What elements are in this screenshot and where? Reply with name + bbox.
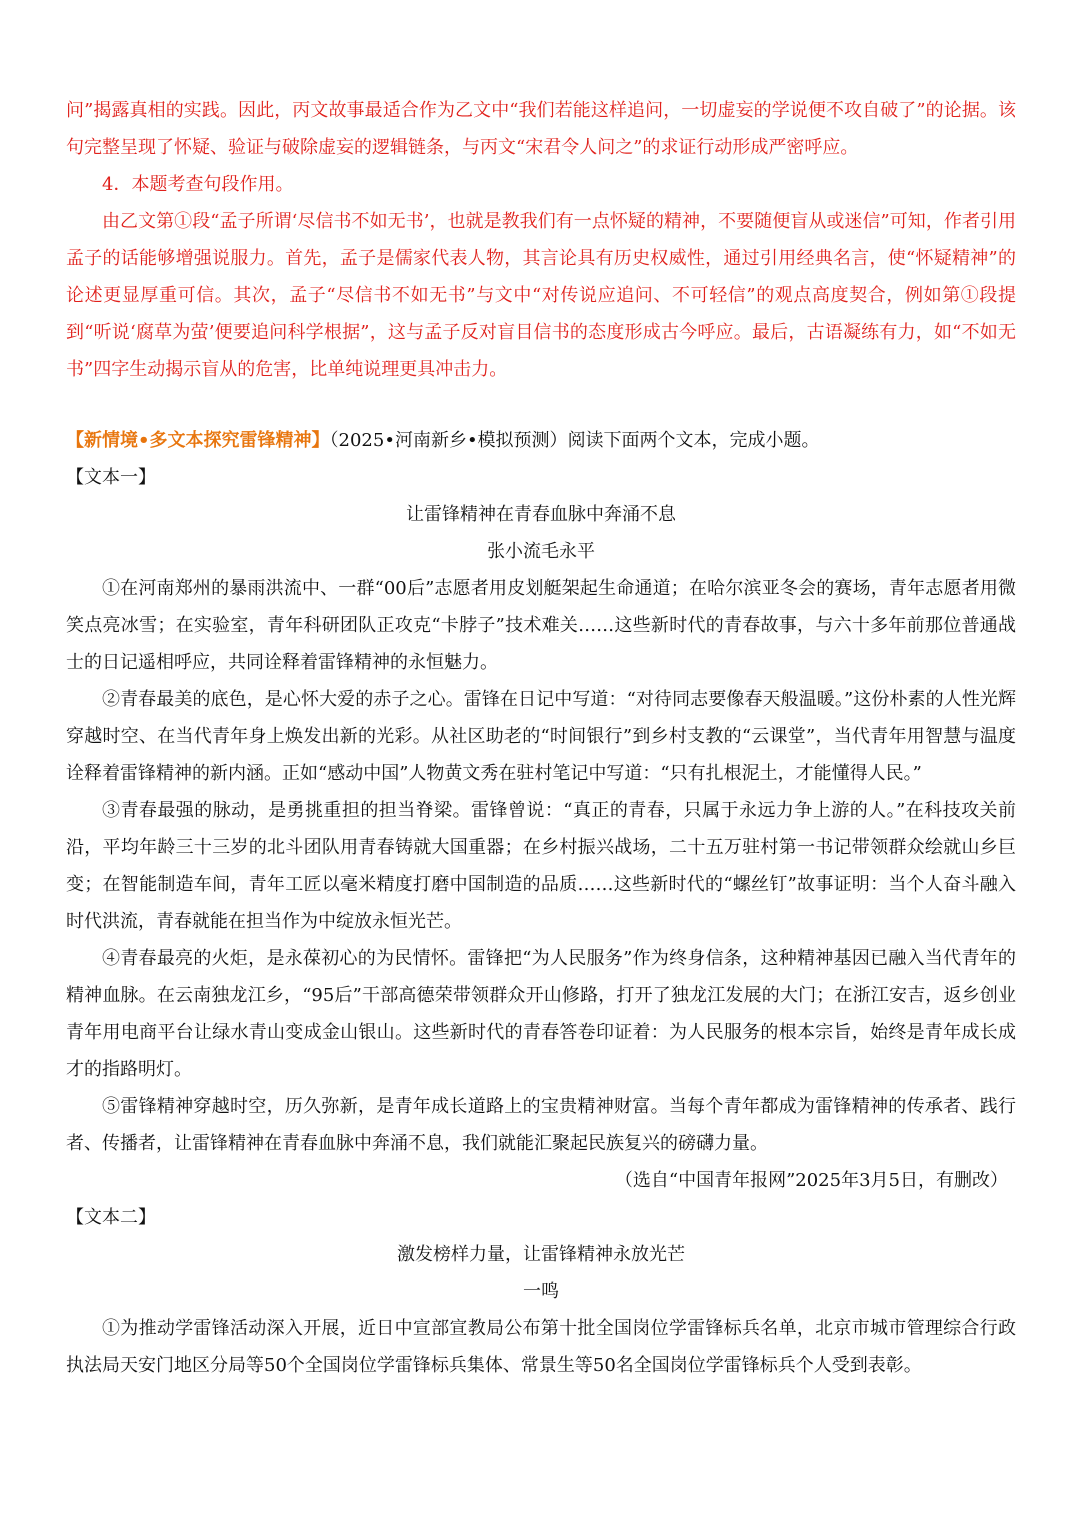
text1-label: 【文本一】 [66,467,156,488]
answer-analysis [66,92,1016,388]
text2-label: 【文本二】 [66,1207,156,1228]
answer-paragraph-1: 问”揭露真相的实践。因此，丙文故事最适合作为乙文中“我们若能这样追问，一切虚妄的学说便不攻自破了”的论据。该句完整呈现了怀疑、验证与破除虚妄的逻辑链条，与丙文“宋君令人问之”的求证行动形成严密呼应。 [66,100,1016,158]
answer-question-number: 4．本题考查句段作用。 [102,174,294,195]
text1-paragraph-5: ⑤雷锋精神穿越时空，历久弥新，是青年成长道路上的宝贵精神财富。当每个青年都成为雷锋精神的传承者、践行者、传播者，让雷锋精神在青春血脉中奔涌不息，我们就能汇聚起民族复兴的磅礴力量。 [66,1096,1016,1154]
text1-paragraph-3: ③青春最强的脉动，是勇挑重担的担当脊梁。雷锋曾说：“真正的青春，只属于永远力争上游的人。”在科技攻关前沿，平均年龄三十三岁的北斗团队用青春铸就大国重器；在乡村振兴战场，二十五万驻村第一书记带领群众绘就山乡巨变；在智能制造车间，青年工匠以毫米精度打磨中国制造的品质……这些新时代的“螺丝钉”故事证明：当个人奋斗融入时代洪流，青春就能在担当作为中绽放永恒光芒。 [66,800,1016,932]
answer-paragraph-3: 由乙文第①段“孟子所谓‘尽信书不如无书’，也就是教我们有一点怀疑的精神，不要随便盲从或迷信”可知，作者引用孟子的话能够增强说服力。首先，孟子是儒家代表人物，其言论具有历史权威性，通过引用经典名言，使“怀疑精神”的论述更显厚重可信。其次，孟子“尽信书不如无书”与文中“对传说应追问、不可轻信”的观点高度契合，例如第①段提到“听说‘腐草为萤’便要追问科学根据”，这与孟子反对盲目信书的态度形成古今呼应。最后，古语凝练有力，如“不如无书”四字生动揭示盲从的危害，比单纯说理更具冲击力。 [66,211,1016,380]
text1-title: 让雷锋精神在青春血脉中奔涌不息 [406,504,676,525]
question-tag: 【新情境•多文本探究雷锋精神】 [66,430,330,451]
text1-source-note: （选自“中国青年报网”2025年3月5日，有删改） [614,1170,1008,1191]
question-source: （2025•河南新乡•模拟预测） [329,430,568,451]
question-heading [66,422,1016,459]
text1-paragraph-1: ①在河南郑州的暴雨洪流中、一群“00后”志愿者用皮划艇架起生命通道；在哈尔滨亚冬会的赛场，青年志愿者用微笑点亮冰雪；在实验室，青年科研团队正攻克“卡脖子”技术难关……这些新时代的青春故事，与六十多年前那位普通战士的日记遥相呼应，共同诠释着雷锋精神的永恒魅力。 [66,578,1016,673]
text1-paragraph-4: ④青春最亮的火炬，是永葆初心的为民情怀。雷锋把“为人民服务”作为终身信条，这种精神基因已融入当代青年的精神血脉。在云南独龙江乡，“95后”干部高德荣带领群众开山修路，打开了独龙江发展的大门；在浙江安吉，返乡创业青年用电商平台让绿水青山变成金山银山。这些新时代的青春答卷印证着：为人民服务的根本宗旨，始终是青年成长成才的指路明灯。 [66,948,1016,1080]
text1-paragraph-2: ②青春最美的底色，是心怀大爱的赤子之心。雷锋在日记中写道：“对待同志要像春天般温暖。”这份朴素的人性光辉穿越时空、在当代青年身上焕发出新的光彩。从社区助老的“时间银行”到乡村支教的“云课堂”，当代青年用智慧与温度诠释着雷锋精神的新内涵。正如“感动中国”人物黄文秀在驻村笔记中写道：“只有扎根泥土，才能懂得人民。” [66,689,1016,784]
question-instruction: 阅读下面两个文本，完成小题。 [567,430,820,451]
text2-paragraph-1: ①为推动学雷锋活动深入开展，近日中宣部宣教局公布第十批全国岗位学雷锋标兵名单，北京市城市管理综合行政执法局天安门地区分局等50个全国岗位学雷锋标兵集体、常景生等50名全国岗位学雷锋标兵个人受到表彰。 [66,1318,1016,1376]
text2-title: 激发榜样力量，让雷锋精神永放光芒 [397,1244,685,1265]
text1-author: 张小流毛永平 [487,541,595,562]
section-spacer [66,388,1016,422]
document-page [66,92,1016,1384]
text2-author: 一鸣 [523,1281,559,1302]
